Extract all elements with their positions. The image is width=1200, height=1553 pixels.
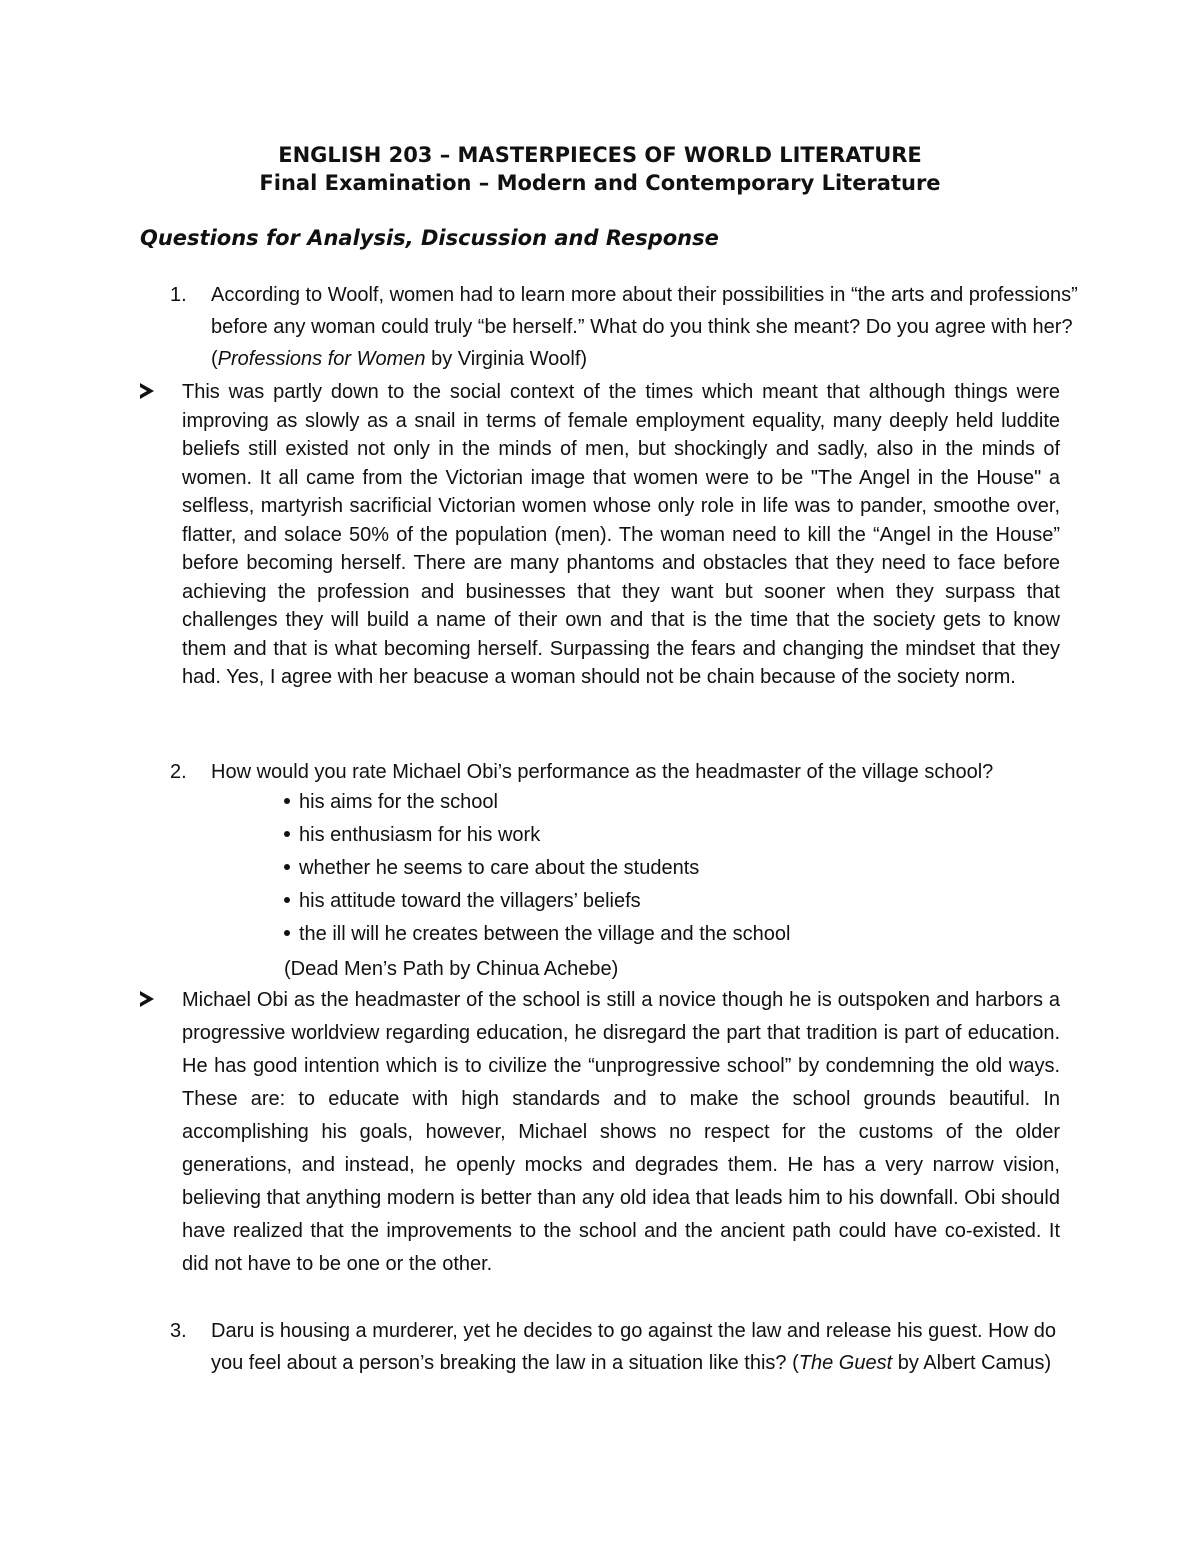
list-item: his attitude toward the villagers’ beliefs: [284, 887, 790, 920]
course-title: ENGLISH 203 – MASTERPIECES OF WORLD LITERATURE: [278, 143, 922, 167]
question-1-work-title: Professions for Women: [217, 348, 426, 370]
answer-2-text: Michael Obi as the headmaster of the school is still a novice though he is outspoken and harbors a progressive worldview regarding education, he disregard the part that tradition is part of education. He has good intention which is to civilize the “unprogressive school” by condemning the old ways. These are: to educate with high standards and to make the school grounds beautiful. In accomplishing his goals, however, Michael shows no respect for the customs of the older generations, and instead, he openly mocks and degrades them. He has a very narrow vision, believing that anything modern is better than any old idea that leads him to his downfall. Obi should have realized that the improvements to the school and the ancient path could have co-existed. It did not have to be one or the other.: [182, 989, 1060, 1275]
question-3-number: 3.: [170, 1320, 187, 1342]
bullet-icon: [284, 831, 290, 837]
question-1-number: 1.: [170, 284, 187, 306]
question-3-work-title: The Guest: [798, 1352, 893, 1374]
question-1-text: According to Woolf, women had to learn more about their possibilities in “the arts and professions” before any woman could truly “be herself.” What do you think she meant? Do you agree with her? (Professions for Women by Virginia Woolf): [211, 284, 1078, 370]
question-2-bullet-list: [284, 788, 790, 953]
section-title: Questions for Analysis, Discussion and Response: [140, 226, 719, 250]
list-item: his aims for the school: [284, 788, 790, 821]
answer-1-text: This was partly down to the social context of the times which meant that although things were improving as slowly as a snail in terms of female employment equality, many deeply held luddite beliefs still existed not only in the minds of men, but shockingly and sadly, also in the minds of women. It all came from the Victorian image that women were to be "The Angel in the House" a selfless, martyrish sacrificial Victorian women whose only role in life was to pander, smoothe over, flatter, and solace 50% of the population (men). The woman need to kill the “Angel in the House” before becoming herself. There are many phantoms and obstacles that they need to face before achieving the profession and businesses that they want but sooner when they surpass that challenges they will build a name of their own and that is the time that the society gets to know them and that is what becoming herself. Surpassing the fears and changing the mindset that they had. Yes, I agree with her beacuse a woman should not be chain because of the society norm.: [182, 381, 1060, 688]
bullet-icon: [284, 864, 290, 870]
bullet-icon: [284, 798, 290, 804]
exam-title: Final Examination – Modern and Contemporary Literature: [259, 171, 941, 195]
question-2-number: 2.: [170, 761, 187, 783]
answer-2-arrow-icon: [140, 987, 154, 1015]
list-item: the ill will he creates between the village and the school: [284, 920, 790, 953]
answer-1-arrow-icon: [140, 379, 154, 407]
question-2-text: How would you rate Michael Obi’s performance as the headmaster of the village school?: [211, 761, 994, 783]
bullet-icon: [284, 897, 290, 903]
list-item: his enthusiasm for his work: [284, 821, 790, 854]
question-2-source: (Dead Men’s Path by Chinua Achebe): [284, 958, 619, 980]
list-item: whether he seems to care about the students: [284, 854, 790, 887]
bullet-icon: [284, 930, 290, 936]
question-3-text: Daru is housing a murderer, yet he decides to go against the law and release his guest. How do you feel about a person’s breaking the law in a situation like this? (The Guest by Albert Camus): [211, 1320, 1056, 1374]
